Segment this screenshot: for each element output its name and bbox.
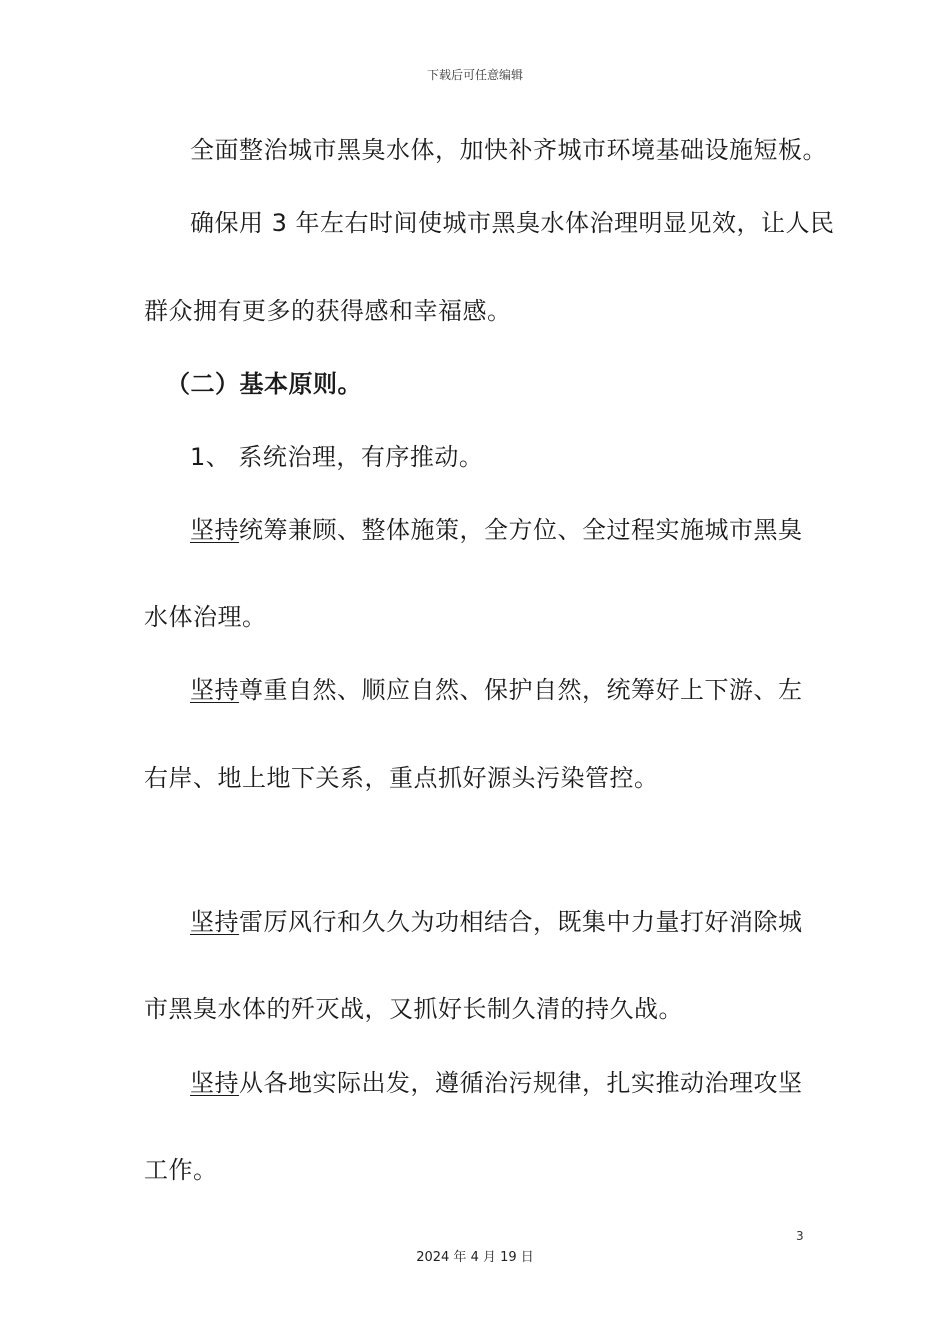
paragraph-line-11: 市黑臭水体的歼灭战，又抓好长制久清的持久战。 bbox=[144, 995, 683, 1023]
paragraph-line-10: 坚持雷厉风行和久久为功相结合，既集中力量打好消除城 bbox=[190, 908, 803, 936]
paragraph-line-9: 右岸、地上地下关系，重点抓好源头污染管控。 bbox=[144, 764, 659, 792]
paragraph-line-3: 群众拥有更多的获得感和幸福感。 bbox=[144, 297, 512, 325]
paragraph-line-1: 全面整治城市黑臭水体，加快补齐城市环境基础设施短板。 bbox=[190, 136, 827, 164]
paragraph-line-6: 坚持统筹兼顾、整体施策，全方位、全过程实施城市黑臭 bbox=[190, 516, 803, 544]
emphasis-underline: 坚持 bbox=[190, 516, 239, 544]
section-heading: （二）基本原则。 bbox=[166, 370, 362, 398]
emphasis-underline: 坚持 bbox=[190, 1069, 239, 1097]
emphasis-underline: 坚持 bbox=[190, 908, 239, 936]
paragraph-line-12: 坚持从各地实际出发，遵循治污规律，扎实推动治理攻坚 bbox=[190, 1069, 803, 1097]
paragraph-line-13: 工作。 bbox=[144, 1156, 218, 1184]
paragraph-line-2: 确保用 3 年左右时间使城市黑臭水体治理明显见效，让人民 bbox=[190, 209, 835, 237]
footer-date: 2024 年 4 月 19 日 bbox=[416, 1250, 534, 1265]
principle-item-1: 1、 系统治理，有序推动。 bbox=[190, 443, 484, 471]
page-number: 3 bbox=[796, 1229, 804, 1243]
emphasis-underline: 坚持 bbox=[190, 676, 239, 704]
page-header: 下载后可任意编辑 bbox=[426, 68, 523, 82]
paragraph-line-8: 坚持尊重自然、顺应自然、保护自然，统筹好上下游、左 bbox=[190, 676, 803, 704]
paragraph-line-7: 水体治理。 bbox=[144, 603, 267, 631]
